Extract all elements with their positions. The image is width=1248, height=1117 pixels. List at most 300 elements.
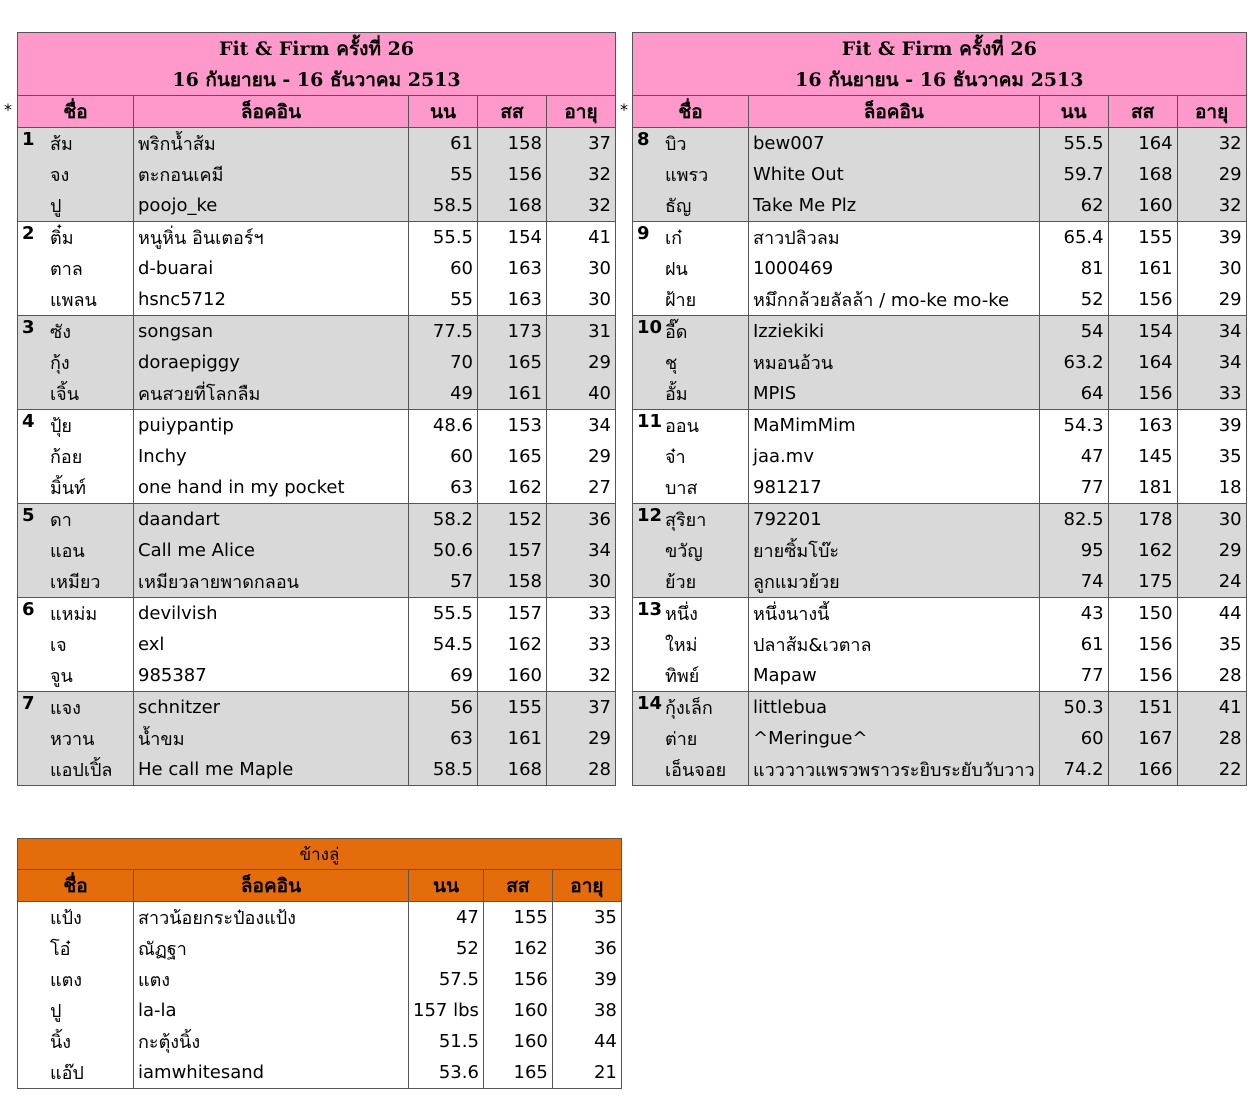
weight-cell: 50.6 xyxy=(409,535,478,566)
height-cell: 161 xyxy=(478,723,547,754)
height-cell: 160 xyxy=(483,995,552,1026)
table-row xyxy=(633,410,1247,442)
table-row xyxy=(18,1026,622,1057)
group-number: 9 xyxy=(637,223,650,244)
login-cell: แตง xyxy=(134,964,409,995)
age-cell: 31 xyxy=(547,316,616,348)
login-cell: jaa.mv xyxy=(749,441,1040,472)
height-cell: 155 xyxy=(478,692,547,724)
group-number xyxy=(637,536,665,565)
weight-cell: 69 xyxy=(409,660,478,692)
member-name-cell xyxy=(18,1057,134,1089)
height-cell: 153 xyxy=(478,410,547,442)
member-name: หวาน xyxy=(50,729,95,750)
member-name: แตง xyxy=(50,970,83,991)
login-cell: เหมียวลายพาดกลอน xyxy=(134,566,409,598)
login-cell: daandart xyxy=(134,504,409,536)
height-cell: 168 xyxy=(478,190,547,222)
login-cell: หมอนอ้วน xyxy=(749,347,1040,378)
weight-cell: 43 xyxy=(1039,598,1108,630)
table-row xyxy=(633,692,1247,724)
age-cell: 28 xyxy=(1177,660,1246,692)
age-cell: 29 xyxy=(547,723,616,754)
group-number xyxy=(637,348,665,377)
table-row xyxy=(633,441,1247,472)
group-number xyxy=(637,254,665,283)
col-header-weight: นน xyxy=(409,96,478,128)
member-name-cell xyxy=(18,441,134,472)
height-cell: 154 xyxy=(1108,316,1177,348)
member-name-cell xyxy=(633,316,749,348)
right-team-table xyxy=(632,32,1247,786)
age-cell: 29 xyxy=(1177,159,1246,190)
age-cell: 30 xyxy=(547,284,616,316)
col-header-name: ชื่อ xyxy=(18,870,134,902)
weight-cell: 51.5 xyxy=(409,1026,484,1057)
star-marker-left: * xyxy=(4,100,12,119)
weight-cell: 58.2 xyxy=(409,504,478,536)
member-name: ปู xyxy=(50,1001,62,1022)
age-cell: 32 xyxy=(1177,190,1246,222)
member-name-cell xyxy=(18,190,134,222)
col-header-age: อายุ xyxy=(547,96,616,128)
height-cell: 162 xyxy=(1108,535,1177,566)
height-cell: 150 xyxy=(1108,598,1177,630)
member-name-cell xyxy=(18,995,134,1026)
height-cell: 166 xyxy=(1108,754,1177,786)
age-cell: 18 xyxy=(1177,472,1246,504)
weight-cell: 52 xyxy=(1039,284,1108,316)
table-subtitle: 16 กันยายน - 16 ธันวาคม 2513 xyxy=(18,64,616,96)
weight-cell: 55 xyxy=(409,284,478,316)
member-name-cell xyxy=(633,535,749,566)
member-name: เจิ้น xyxy=(50,384,80,405)
weight-cell: 77.5 xyxy=(409,316,478,348)
login-cell: Take Me Plz xyxy=(749,190,1040,222)
age-cell: 30 xyxy=(547,566,616,598)
group-number xyxy=(22,1027,50,1056)
age-cell: 37 xyxy=(547,128,616,160)
table-row xyxy=(633,253,1247,284)
age-cell: 24 xyxy=(1177,566,1246,598)
member-name-cell xyxy=(18,284,134,316)
age-cell: 29 xyxy=(547,347,616,378)
member-name-cell xyxy=(18,902,134,934)
weight-cell: 62 xyxy=(1039,190,1108,222)
login-cell: MaMimMim xyxy=(749,410,1040,442)
weight-cell: 61 xyxy=(409,128,478,160)
login-cell: กะตุ้งนิ้ง xyxy=(134,1026,409,1057)
height-cell: 152 xyxy=(478,504,547,536)
age-cell: 34 xyxy=(1177,316,1246,348)
group-number xyxy=(22,473,50,502)
reserve-table xyxy=(17,838,622,1089)
table-row xyxy=(18,472,616,504)
weight-cell: 52 xyxy=(409,933,484,964)
member-name: มิ้นท์ xyxy=(50,478,87,499)
table-row xyxy=(18,566,616,598)
age-cell: 34 xyxy=(1177,347,1246,378)
table-row xyxy=(18,128,616,160)
table-subtitle: 16 กันยายน - 16 ธันวาคม 2513 xyxy=(633,64,1247,96)
member-name: อั้ม xyxy=(665,384,688,405)
table-row xyxy=(18,284,616,316)
member-name: หนึ่ง xyxy=(665,604,698,625)
table-row xyxy=(633,754,1247,786)
table-row xyxy=(18,723,616,754)
group-number xyxy=(637,567,665,596)
height-cell: 157 xyxy=(478,535,547,566)
member-name-cell xyxy=(633,566,749,598)
member-name-cell xyxy=(18,347,134,378)
col-header-name: ชื่อ xyxy=(18,96,134,128)
group-number: 11 xyxy=(637,411,663,432)
member-name: แหม่ม xyxy=(50,604,98,625)
login-cell: ยายซิ้มโบ๊ะ xyxy=(749,535,1040,566)
col-header-login: ล็อคอิน xyxy=(749,96,1040,128)
member-name-cell xyxy=(633,128,749,160)
member-name-cell xyxy=(633,410,749,442)
member-name: ดา xyxy=(50,510,72,531)
member-name-cell xyxy=(18,535,134,566)
group-number xyxy=(22,567,50,596)
member-name: ใหม่ xyxy=(665,635,698,656)
age-cell: 39 xyxy=(552,964,621,995)
group-number xyxy=(22,1058,50,1087)
height-cell: 156 xyxy=(1108,660,1177,692)
login-cell: ณัฏฐา xyxy=(134,933,409,964)
weight-cell: 70 xyxy=(409,347,478,378)
group-number xyxy=(22,934,50,963)
age-cell: 30 xyxy=(1177,253,1246,284)
login-cell: bew007 xyxy=(749,128,1040,160)
age-cell: 33 xyxy=(547,629,616,660)
height-cell: 156 xyxy=(478,159,547,190)
table-row xyxy=(18,692,616,724)
table-row xyxy=(18,995,622,1026)
login-cell: หนูหิ่น อินเตอร์ฯ xyxy=(134,222,409,254)
weight-cell: 63 xyxy=(409,723,478,754)
weight-cell: 74.2 xyxy=(1039,754,1108,786)
age-cell: 30 xyxy=(1177,504,1246,536)
table-row xyxy=(18,933,622,964)
member-name: ส้ม xyxy=(50,134,73,155)
group-number: 14 xyxy=(637,693,663,714)
login-cell: 981217 xyxy=(749,472,1040,504)
login-cell: Inchy xyxy=(134,441,409,472)
height-cell: 155 xyxy=(483,902,552,934)
height-cell: 163 xyxy=(478,253,547,284)
age-cell: 32 xyxy=(547,190,616,222)
table-row xyxy=(633,190,1247,222)
height-cell: 164 xyxy=(1108,128,1177,160)
member-name: แพรว xyxy=(665,165,709,186)
table-row xyxy=(633,566,1247,598)
age-cell: 36 xyxy=(547,504,616,536)
weight-cell: 55.5 xyxy=(409,598,478,630)
member-name-cell xyxy=(18,933,134,964)
member-name: กุ้งเล็ก xyxy=(665,698,713,719)
member-name-cell xyxy=(633,253,749,284)
col-header-login: ล็อคอิน xyxy=(134,96,409,128)
login-cell: สาวน้อยกระป๋องแป้ง xyxy=(134,902,409,934)
group-number xyxy=(22,755,50,784)
age-cell: 21 xyxy=(552,1057,621,1089)
weight-cell: 64 xyxy=(1039,378,1108,410)
group-number xyxy=(22,160,50,189)
table-row xyxy=(18,1057,622,1089)
member-name-cell xyxy=(18,253,134,284)
age-cell: 35 xyxy=(1177,441,1246,472)
member-name: ฝ้าย xyxy=(665,290,697,311)
member-name: ย้วย xyxy=(665,572,697,593)
login-cell: iamwhitesand xyxy=(134,1057,409,1089)
height-cell: 156 xyxy=(1108,284,1177,316)
member-name-cell xyxy=(18,566,134,598)
height-cell: 161 xyxy=(1108,253,1177,284)
login-cell: MPIS xyxy=(749,378,1040,410)
weight-cell: 77 xyxy=(1039,472,1108,504)
group-number xyxy=(22,965,50,994)
height-cell: 154 xyxy=(478,222,547,254)
group-number xyxy=(22,996,50,1025)
group-number xyxy=(637,755,665,784)
weight-cell: 55.5 xyxy=(409,222,478,254)
col-header-weight: นน xyxy=(1039,96,1108,128)
member-name: ต่าย xyxy=(665,729,698,750)
weight-cell: 53.6 xyxy=(409,1057,484,1089)
group-number xyxy=(22,630,50,659)
weight-cell: 56 xyxy=(409,692,478,724)
group-number: 5 xyxy=(22,505,35,526)
group-number: 3 xyxy=(22,317,35,338)
member-name-cell xyxy=(18,410,134,442)
group-number xyxy=(22,379,50,408)
member-name: เก๋ xyxy=(665,228,683,249)
login-cell: 1000469 xyxy=(749,253,1040,284)
member-name-cell xyxy=(633,598,749,630)
table-row xyxy=(18,316,616,348)
group-number: 6 xyxy=(22,599,35,620)
height-cell: 181 xyxy=(1108,472,1177,504)
login-cell: 792201 xyxy=(749,504,1040,536)
weight-cell: 65.4 xyxy=(1039,222,1108,254)
table-row xyxy=(18,504,616,536)
login-cell: hsnc5712 xyxy=(134,284,409,316)
login-cell: He call me Maple xyxy=(134,754,409,786)
group-number xyxy=(22,661,50,690)
age-cell: 29 xyxy=(1177,284,1246,316)
age-cell: 33 xyxy=(1177,378,1246,410)
table-row xyxy=(633,472,1247,504)
table-row xyxy=(633,660,1247,692)
table-row xyxy=(18,159,616,190)
member-name-cell xyxy=(633,222,749,254)
group-number xyxy=(637,724,665,753)
table-row xyxy=(18,441,616,472)
group-number xyxy=(22,285,50,314)
member-name: เจ xyxy=(50,635,67,656)
age-cell: 32 xyxy=(1177,128,1246,160)
member-name-cell xyxy=(633,472,749,504)
member-name-cell xyxy=(633,723,749,754)
member-name: แจง xyxy=(50,698,81,719)
table-row xyxy=(633,347,1247,378)
table-row xyxy=(633,284,1247,316)
age-cell: 41 xyxy=(547,222,616,254)
height-cell: 157 xyxy=(478,598,547,630)
member-name: ออน xyxy=(665,416,699,437)
table-row xyxy=(18,190,616,222)
member-name: ธัญ xyxy=(665,196,692,217)
login-cell: ปลาส้ม&เวตาล xyxy=(749,629,1040,660)
member-name: นิ้ง xyxy=(50,1032,72,1053)
member-name-cell xyxy=(633,504,749,536)
member-name-cell xyxy=(18,378,134,410)
weight-cell: 82.5 xyxy=(1039,504,1108,536)
age-cell: 35 xyxy=(1177,629,1246,660)
login-cell: 985387 xyxy=(134,660,409,692)
login-cell: la-la xyxy=(134,995,409,1026)
height-cell: 162 xyxy=(483,933,552,964)
member-name: ขวัญ xyxy=(665,541,703,562)
weight-cell: 47 xyxy=(409,902,484,934)
member-name-cell xyxy=(18,159,134,190)
login-cell: one hand in my pocket xyxy=(134,472,409,504)
age-cell: 44 xyxy=(1177,598,1246,630)
weight-cell: 61 xyxy=(1039,629,1108,660)
age-cell: 29 xyxy=(1177,535,1246,566)
weight-cell: 77 xyxy=(1039,660,1108,692)
group-number: 12 xyxy=(637,505,663,526)
group-number xyxy=(637,442,665,471)
member-name: เอ็นจอย xyxy=(665,760,727,781)
login-cell: Mapaw xyxy=(749,660,1040,692)
member-name-cell xyxy=(633,347,749,378)
login-cell: puiypantip xyxy=(134,410,409,442)
weight-cell: 58.5 xyxy=(409,190,478,222)
table-row xyxy=(633,723,1247,754)
height-cell: 178 xyxy=(1108,504,1177,536)
member-name-cell xyxy=(18,222,134,254)
member-name-cell xyxy=(18,629,134,660)
height-cell: 173 xyxy=(478,316,547,348)
login-cell: ^Meringue^ xyxy=(749,723,1040,754)
age-cell: 32 xyxy=(547,159,616,190)
weight-cell: 63 xyxy=(409,472,478,504)
member-name-cell xyxy=(18,128,134,160)
weight-cell: 59.7 xyxy=(1039,159,1108,190)
age-cell: 27 xyxy=(547,472,616,504)
member-name-cell xyxy=(18,660,134,692)
age-cell: 34 xyxy=(547,410,616,442)
height-cell: 164 xyxy=(1108,347,1177,378)
member-name: จ๋า xyxy=(665,447,686,468)
login-cell: Izziekiki xyxy=(749,316,1040,348)
table-row xyxy=(18,535,616,566)
age-cell: 44 xyxy=(552,1026,621,1057)
weight-cell: 54.3 xyxy=(1039,410,1108,442)
table-row xyxy=(18,902,622,934)
member-name-cell xyxy=(633,378,749,410)
group-number xyxy=(22,348,50,377)
member-name-cell xyxy=(633,159,749,190)
group-number xyxy=(22,254,50,283)
member-name: ทิพย์ xyxy=(665,666,700,687)
height-cell: 160 xyxy=(478,660,547,692)
age-cell: 34 xyxy=(547,535,616,566)
member-name: แอน xyxy=(50,541,85,562)
age-cell: 28 xyxy=(1177,723,1246,754)
age-cell: 22 xyxy=(1177,754,1246,786)
col-header-age: อายุ xyxy=(552,870,621,902)
member-name-cell xyxy=(18,504,134,536)
height-cell: 167 xyxy=(1108,723,1177,754)
col-header-height: สส xyxy=(483,870,552,902)
member-name: แป้ง xyxy=(50,908,82,929)
table-title: Fit & Firm ครั้งที่ 26 xyxy=(633,33,1247,65)
height-cell: 160 xyxy=(1108,190,1177,222)
height-cell: 145 xyxy=(1108,441,1177,472)
height-cell: 161 xyxy=(478,378,547,410)
col-header-name: ชื่อ xyxy=(633,96,749,128)
member-name: แอ๊ป xyxy=(50,1063,84,1084)
age-cell: 33 xyxy=(547,598,616,630)
weight-cell: 54 xyxy=(1039,316,1108,348)
member-name-cell xyxy=(633,754,749,786)
height-cell: 158 xyxy=(478,566,547,598)
table-row xyxy=(18,222,616,254)
col-header-height: สส xyxy=(1108,96,1177,128)
height-cell: 156 xyxy=(1108,629,1177,660)
member-name: แอปเปิ้ล xyxy=(50,760,113,781)
height-cell: 158 xyxy=(478,128,547,160)
member-name-cell xyxy=(18,723,134,754)
col-header-weight: นน xyxy=(409,870,484,902)
login-cell: doraepiggy xyxy=(134,347,409,378)
weight-cell: 55.5 xyxy=(1039,128,1108,160)
weight-cell: 60 xyxy=(409,253,478,284)
member-name-cell xyxy=(633,190,749,222)
weight-cell: 57 xyxy=(409,566,478,598)
left-team-table xyxy=(17,32,616,786)
login-cell: exl xyxy=(134,629,409,660)
table-row xyxy=(633,128,1247,160)
group-number xyxy=(637,630,665,659)
col-header-login: ล็อคอิน xyxy=(134,870,409,902)
group-number: 7 xyxy=(22,693,35,714)
member-name-cell xyxy=(18,316,134,348)
weight-cell: 95 xyxy=(1039,535,1108,566)
login-cell: หนึ่งนางนี้ xyxy=(749,598,1040,630)
col-header-age: อายุ xyxy=(1177,96,1246,128)
height-cell: 162 xyxy=(478,629,547,660)
age-cell: 29 xyxy=(547,441,616,472)
group-number xyxy=(637,191,665,220)
group-number: 13 xyxy=(637,599,663,620)
login-cell: แวววาวแพรวพราวระยิบระยับวับวาว xyxy=(749,754,1040,786)
member-name-cell xyxy=(18,964,134,995)
table-row xyxy=(18,660,616,692)
group-number xyxy=(22,191,50,220)
member-name: จง xyxy=(50,165,70,186)
member-name-cell xyxy=(633,660,749,692)
height-cell: 168 xyxy=(1108,159,1177,190)
table-row xyxy=(633,378,1247,410)
member-name: เหมียว xyxy=(50,572,101,593)
member-name-cell xyxy=(18,1026,134,1057)
table-row xyxy=(18,347,616,378)
